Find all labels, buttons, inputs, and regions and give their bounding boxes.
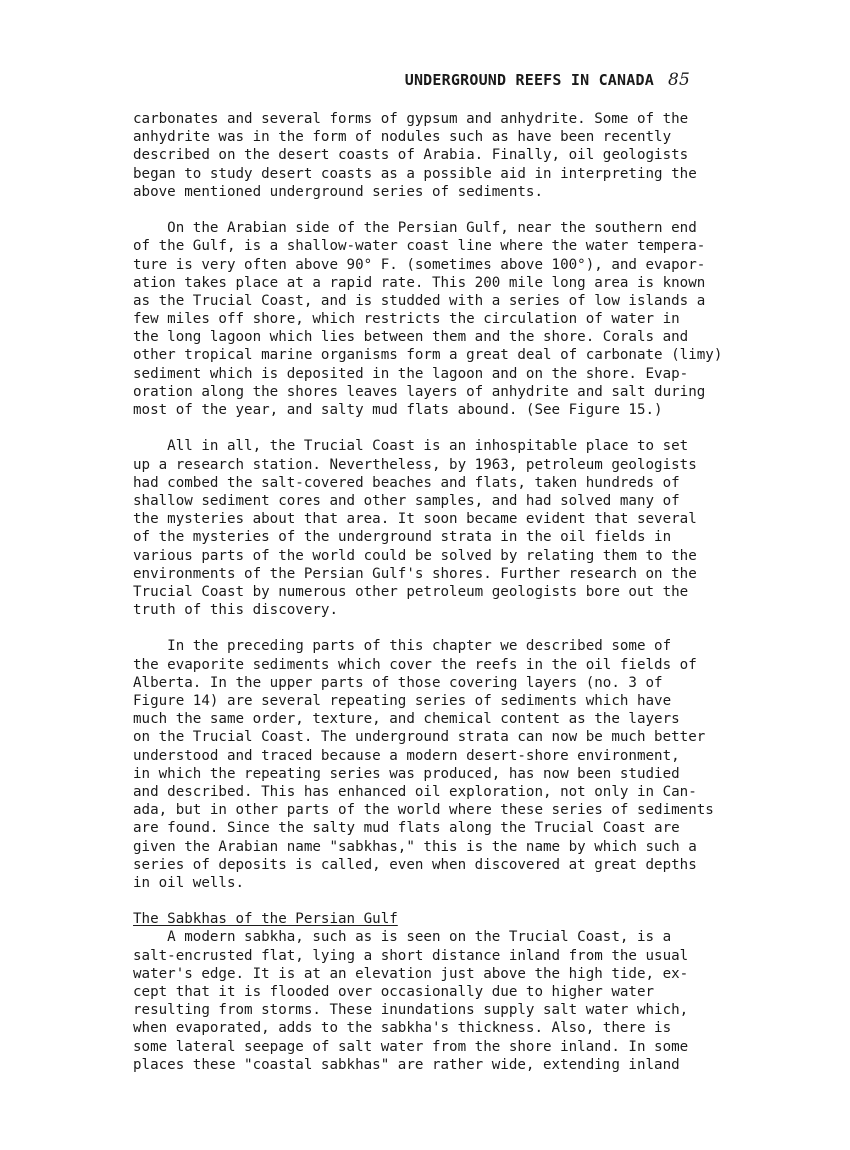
text-line: most of the year, and salty mud flats abound. (See Figure 15.) [133,402,663,418]
text-line: shallow sediment cores and other samples, and had solved many of [133,492,680,509]
paragraph [133,928,733,1074]
text-line: environments of the Persian Gulf's shores. Further research on the [133,565,697,582]
text-line: All in all, the Trucial Coast is an inhospitable place to set [133,438,689,455]
paragraph [133,437,733,619]
text-line: series of deposits is called, even when discovered at great depths [133,856,697,873]
paragraph [133,219,733,419]
text-line: In the preceding parts of this chapter we described some of [133,638,672,655]
text-line: on the Trucial Coast. The underground strata can now be much better [133,729,706,746]
text-line: oration along the shores leaves layers of anhydrite and salt during [133,383,706,400]
text-line: understood and traced because a modern desert-shore environment, [133,747,680,764]
text-line: up a research station. Nevertheless, by 1963, petroleum geologists [133,456,697,473]
text-line: ation takes place at a rapid rate. This 200 mile long area is known [133,274,706,291]
running-header [133,70,690,90]
text-line: much the same order, texture, and chemical content as the layers [133,711,680,728]
text-line: anhydrite was in the form of nodules such as have been recently [133,129,672,146]
text-line: in oil wells. [133,874,245,891]
text-line: of the mysteries of the underground strata in the oil fields in [133,529,672,546]
text-line: Trucial Coast by numerous other petroleum geologists bore out the [133,583,689,600]
text-line: Figure 14) are several repeating series of sediments which have [133,693,672,709]
text-line: as the Trucial Coast, and is studded with a series of low islands a [133,292,706,309]
text-line: above mentioned underground series of sediments. [133,183,543,200]
text-line: water's edge. It is at an elevation just above the high tide, ex- [133,965,689,982]
text-line: given the Arabian name "sabkhas," this is the name by which such a [133,838,697,855]
text-line: when evaporated, adds to the sabkha's thickness. Also, there is [133,1020,672,1037]
text-line: had combed the salt-covered beaches and flats, taken hundreds of [133,474,680,491]
text-line: cept that it is flooded over occasionally due to higher water [133,984,655,1000]
text-line: the mysteries about that area. It soon became evident that several [133,511,697,528]
text-line: salt-encrusted flat, lying a short distance inland from the usual [133,947,689,964]
text-line: and described. This has enhanced oil exploration, not only in Can- [133,783,697,800]
paragraph [133,637,733,892]
text-line: ture is very often above 90° F. (sometimes above 100°), and evapor- [133,256,706,273]
text-line: other tropical marine organisms form a great deal of carbonate (limy) [133,347,723,364]
text-line: ada, but in other parts of the world where these series of sediments [133,802,714,819]
text-line: some lateral seepage of salt water from the shore inland. In some [133,1038,689,1055]
text-line: few miles off shore, which restricts the circulation of water in [133,311,680,328]
body-text [133,110,733,1074]
text-line: the long lagoon which lies between them and the shore. Corals and [133,329,689,346]
text-line: A modern sabkha, such as is seen on the Trucial Coast, is a [133,929,672,946]
text-line: the evaporite sediments which cover the reefs in the oil fields of [133,656,697,673]
text-line: in which the repeating series was produced, has now been studied [133,765,680,782]
text-line: sediment which is deposited in the lagoon and on the shore. Evap- [133,365,689,382]
text-line: carbonates and several forms of gypsum and anhydrite. Some of the [133,111,689,127]
text-line: On the Arabian side of the Persian Gulf, near the southern end [133,220,697,237]
text-line: are found. Since the salty mud flats along the Trucial Coast are [133,820,680,837]
text-line: places these "coastal sabkhas" are rather wide, extending inland [133,1056,680,1073]
paragraph [133,110,733,201]
text-line: truth of this discovery. [133,602,338,619]
text-line: Alberta. In the upper parts of those covering layers (no. 3 of [133,674,663,691]
text-line: began to study desert coasts as a possible aid in interpreting the [133,165,697,182]
section-heading: The Sabkhas of the Persian Gulf [133,911,398,928]
running-title: UNDERGROUND REEFS IN CANADA [404,71,654,89]
page-number: 85 [667,70,690,90]
text-line: various parts of the world could be solved by relating them to the [133,547,697,564]
text-line: described on the desert coasts of Arabia. Finally, oil geologists [133,147,689,164]
text-line: of the Gulf, is a shallow-water coast line where the water tempera- [133,238,706,255]
text-line: resulting from storms. These inundations supply salt water which, [133,1002,689,1019]
